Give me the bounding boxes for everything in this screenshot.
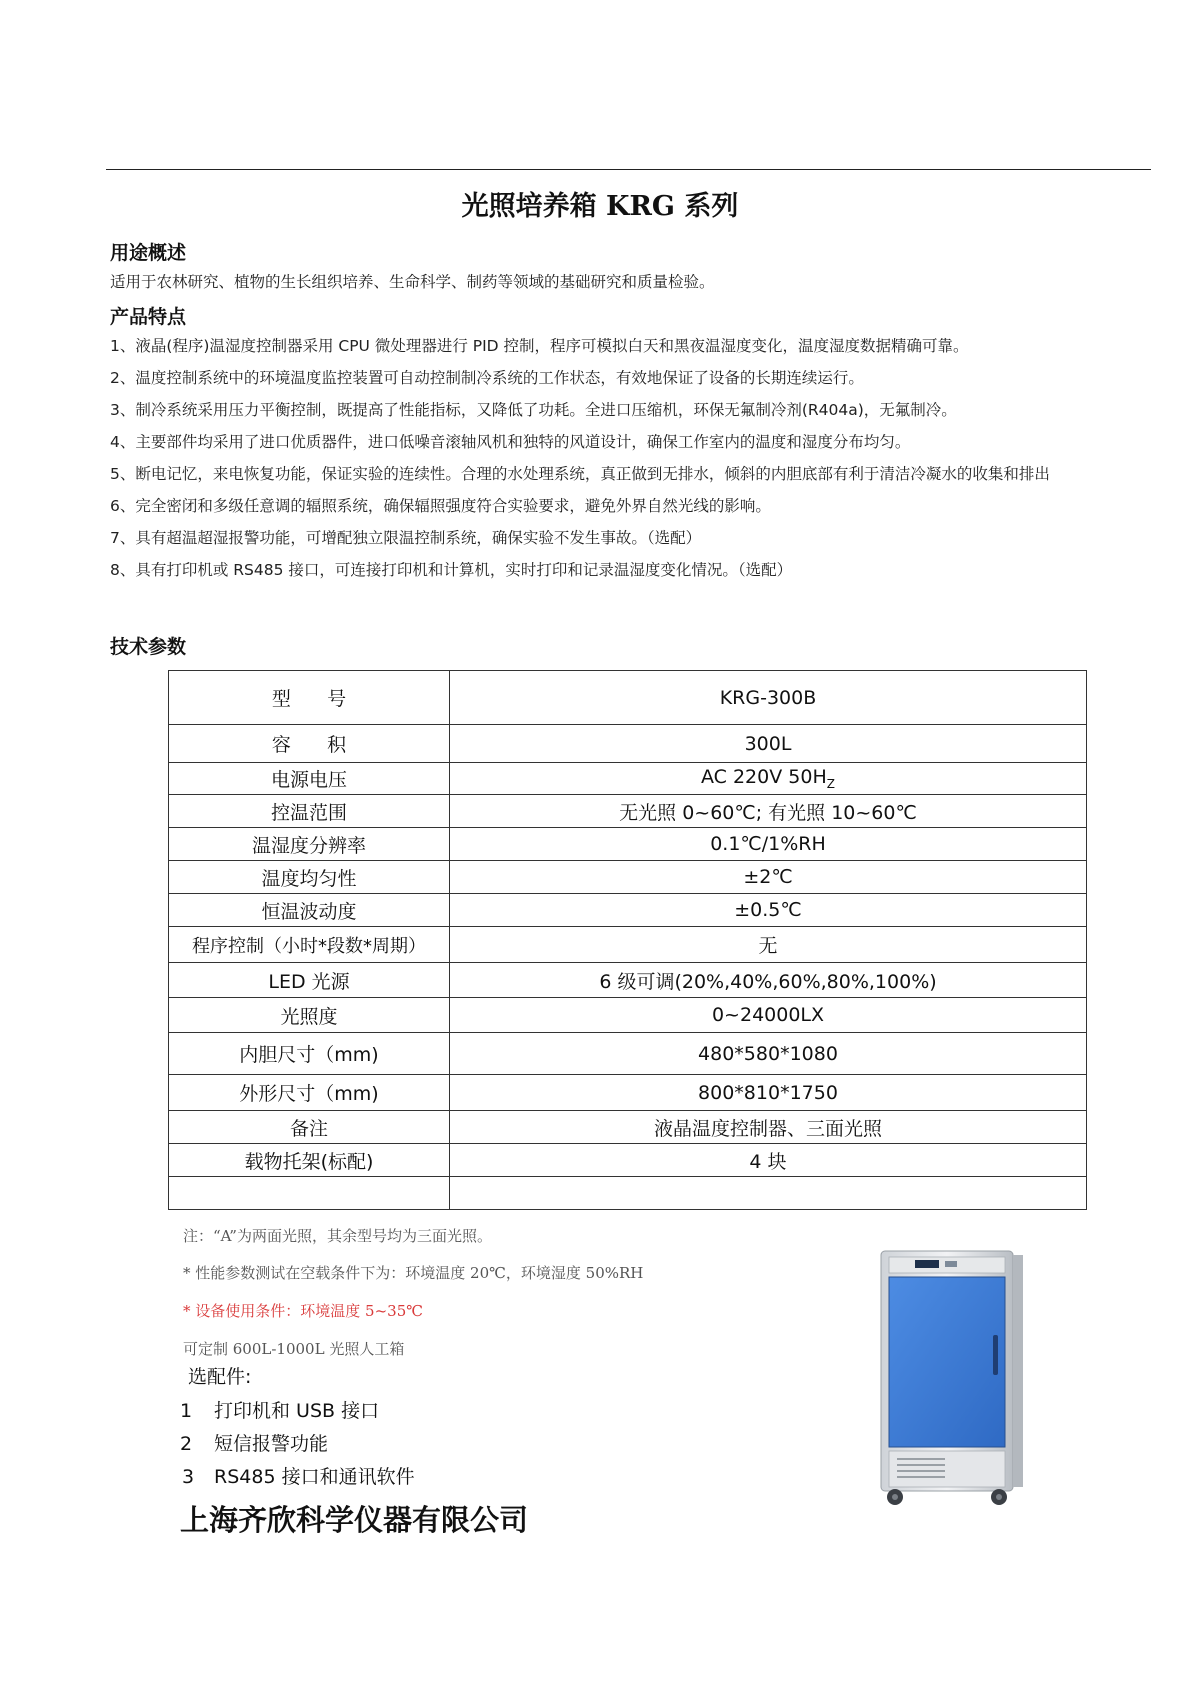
note-model-lighting: 注：“A”为两面光照，其余型号均为三面光照。 <box>183 1227 492 1245</box>
note-usage-conditions: * 设备使用条件：环境温度 5~35℃ <box>183 1302 424 1320</box>
table-row <box>169 963 1087 998</box>
table-row <box>169 927 1087 963</box>
feature-item: 3、制冷系统采用压力平衡控制，既提高了性能指标，又降低了功耗。全进口压缩机，环保无氟制冷剂(R404a)，无氟制冷。 <box>110 401 957 419</box>
option-item <box>180 1396 379 1423</box>
feature-item: 2、温度控制系统中的环境温度监控装置可自动控制制冷系统的工作状态，有效地保证了设备的长期连续运行。 <box>110 369 864 387</box>
spec-value: 4 块 <box>450 1144 1087 1177</box>
spec-value: 800*810*1750 <box>450 1075 1087 1111</box>
table-row <box>169 894 1087 927</box>
spec-label: 外形尺寸（mm) <box>169 1075 450 1111</box>
feature-item: 1、液晶(程序)温湿度控制器采用 CPU 微处理器进行 PID 控制，程序可模拟白天和黑夜温湿度变化，温度湿度数据精确可靠。 <box>110 337 969 355</box>
note-test-conditions: * 性能参数测试在空载条件下为：环境温度 20℃，环境湿度 50%RH <box>183 1264 644 1282</box>
table-row <box>169 861 1087 894</box>
specs-heading: 技术参数 <box>110 636 187 658</box>
table-row <box>169 1177 1087 1210</box>
features-heading: 产品特点 <box>110 306 187 328</box>
spec-value: 无 <box>450 927 1087 963</box>
option-text: RS485 接口和通讯软件 <box>214 1466 415 1488</box>
spec-label: 恒温波动度 <box>169 894 450 927</box>
spec-label: 内胆尺寸（mm) <box>169 1033 450 1075</box>
spec-value: 0~24000LX <box>450 998 1087 1033</box>
table-row <box>169 795 1087 828</box>
table-row <box>169 998 1087 1033</box>
option-number: 2 <box>180 1433 193 1455</box>
options-heading: 选配件: <box>188 1366 252 1388</box>
option-text: 打印机和 USB 接口 <box>214 1400 380 1422</box>
spec-label: 光照度 <box>169 998 450 1033</box>
feature-item: 7、具有超温超湿报警功能，可增配独立限温控制系统，确保实验不发生事故。（选配） <box>110 529 702 547</box>
table-row <box>169 671 1087 725</box>
table-row <box>169 1144 1087 1177</box>
spec-value: 6 级可调(20%,40%,60%,80%,100%) <box>450 963 1087 998</box>
spec-table <box>168 670 1087 1210</box>
header-rule <box>106 169 1151 170</box>
spec-label: LED 光源 <box>169 963 450 998</box>
option-number: 1 <box>180 1400 193 1422</box>
spec-value: 480*580*1080 <box>450 1033 1087 1075</box>
option-number: 3 <box>182 1466 195 1488</box>
spec-label: 程序控制（小时*段数*周期） <box>169 927 450 963</box>
page-title: 光照培养箱 KRG 系列 <box>461 191 739 222</box>
spec-label: 温湿度分辨率 <box>169 828 450 861</box>
spec-label: 容 积 <box>169 725 450 763</box>
voltage-subscript: Z <box>826 776 835 791</box>
spec-label: 温度均匀性 <box>169 861 450 894</box>
table-row <box>169 828 1087 861</box>
table-row <box>169 1111 1087 1144</box>
table-row <box>169 763 1087 795</box>
option-text: 短信报警功能 <box>214 1433 329 1455</box>
company-name: 上海齐欣科学仪器有限公司 <box>180 1503 529 1537</box>
usage-text: 适用于农林研究、植物的生长组织培养、生命科学、制药等领域的基础研究和质量检验。 <box>110 273 715 291</box>
spec-label: 控温范围 <box>169 795 450 828</box>
spec-label: 备注 <box>169 1111 450 1144</box>
spec-value: ±2℃ <box>450 861 1087 894</box>
option-item <box>180 1429 328 1456</box>
spec-label <box>169 1177 450 1210</box>
feature-item: 5、断电记忆，来电恢复功能，保证实验的连续性。合理的水处理系统，真正做到无排水，倾斜的内胆底部有利于清洁冷凝水的收集和排出 <box>110 465 1050 483</box>
option-item <box>182 1462 415 1489</box>
table-row <box>169 1033 1087 1075</box>
spec-label: 电源电压 <box>169 763 450 795</box>
spec-value: 300L <box>450 725 1087 763</box>
incubator-product-image <box>875 1245 1027 1510</box>
feature-item: 6、完全密闭和多级任意调的辐照系统，确保辐照强度符合实验要求，避免外界自然光线的影响。 <box>110 497 771 515</box>
spec-value <box>450 1177 1087 1210</box>
spec-value: ±0.5℃ <box>450 894 1087 927</box>
spec-label: 型 号 <box>169 671 450 725</box>
spec-value: 0.1℃/1%RH <box>450 828 1087 861</box>
usage-heading: 用途概述 <box>110 242 187 264</box>
features-list <box>110 330 1160 586</box>
spec-value <box>450 763 1087 795</box>
feature-item: 8、具有打印机或 RS485 接口，可连接打印机和计算机，实时打印和记录温湿度变化情况。（选配） <box>110 561 793 579</box>
table-row <box>169 1075 1087 1111</box>
spec-label: 载物托架(标配) <box>169 1144 450 1177</box>
note-customization: 可定制 600L-1000L 光照人工箱 <box>183 1340 405 1358</box>
spec-value: KRG-300B <box>450 671 1087 725</box>
voltage-value: AC 220V 50H <box>701 766 827 789</box>
spec-value: 无光照 0~60℃; 有光照 10~60℃ <box>450 795 1087 828</box>
table-row <box>169 725 1087 763</box>
spec-value: 液晶温度控制器、三面光照 <box>450 1111 1087 1144</box>
feature-item: 4、主要部件均采用了进口优质器件，进口低噪音滚轴风机和独特的风道设计，确保工作室内的温度和湿度分布均匀。 <box>110 433 911 451</box>
